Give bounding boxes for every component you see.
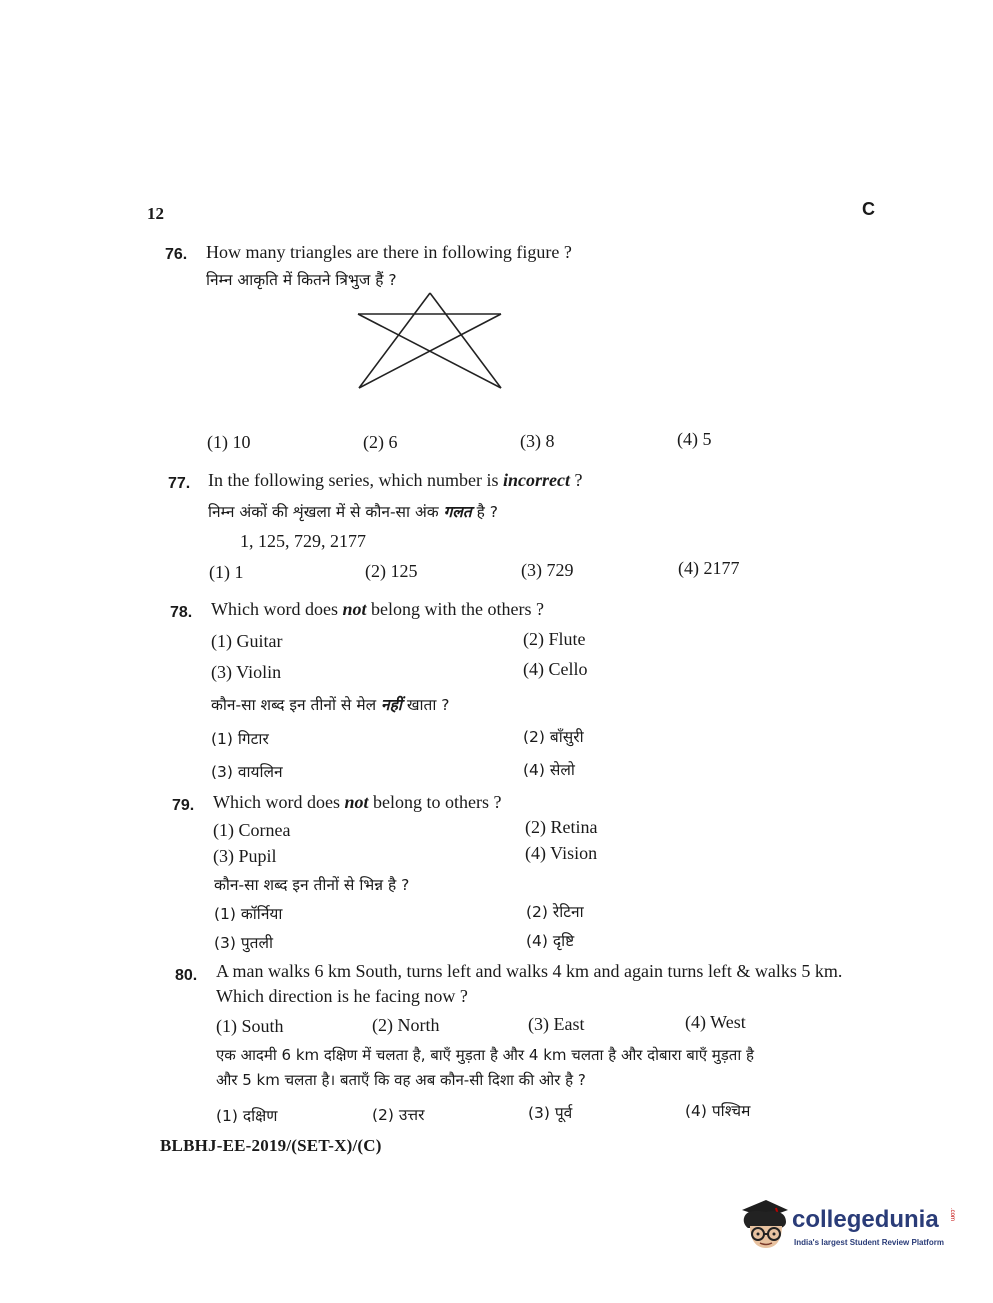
option-1: (1) 1 bbox=[209, 562, 244, 582]
hindi-option-3: (3) पूर्व bbox=[528, 1104, 573, 1122]
question-text-hi-line1: एक आदमी 6 km दक्षिण में चलता है, बाएँ मुड़ता है और 4 km चलता है और दोबारा बाएँ मुड़ता है bbox=[216, 1046, 754, 1064]
question-number: 77. bbox=[168, 475, 191, 492]
collegedunia-logo bbox=[736, 1194, 961, 1258]
option-2: (2) Flute bbox=[523, 629, 586, 649]
question-text-en: In the following series, which number is incorrect ? bbox=[208, 470, 583, 490]
logo-wordmark: collegedunia bbox=[792, 1206, 939, 1233]
option-4: (4) 5 bbox=[677, 429, 712, 449]
set-letter: C bbox=[862, 199, 875, 219]
option-1: (1) South bbox=[216, 1016, 284, 1036]
hindi-option-2: (2) बाँसुरी bbox=[523, 728, 584, 746]
hindi-option-1: (1) गिटार bbox=[211, 730, 269, 748]
star-figure bbox=[350, 290, 510, 394]
option-3: (3) 729 bbox=[521, 560, 574, 580]
question-number: 80. bbox=[175, 967, 198, 984]
question-number: 76. bbox=[165, 246, 188, 263]
paper-code: BLBHJ-EE-2019/(SET-X)/(C) bbox=[160, 1136, 382, 1155]
option-1: (1) Guitar bbox=[211, 631, 283, 651]
option-2: (2) 125 bbox=[365, 561, 418, 581]
option-1: (1) Cornea bbox=[213, 820, 291, 840]
logo-suffix: .com bbox=[949, 1208, 955, 1222]
question-number: 78. bbox=[170, 604, 193, 621]
question-text-hi-line2: और 5 km चलता है। बताएँ कि वह अब कौन-सी दिशा की ओर है ? bbox=[216, 1071, 586, 1089]
number-series: 1, 125, 729, 2177 bbox=[240, 531, 366, 551]
question-text-en: How many triangles are there in following figure ? bbox=[206, 242, 572, 262]
option-4: (4) 2177 bbox=[678, 558, 740, 578]
hindi-option-3: (3) पुतली bbox=[214, 934, 274, 952]
question-text-en: Which word does not belong with the others ? bbox=[211, 599, 544, 619]
question-text-hi: निम्न अंकों की शृंखला में से कौन-सा अंक गलत है ? bbox=[208, 503, 499, 521]
page-number: 12 bbox=[147, 204, 164, 223]
question-number: 79. bbox=[172, 797, 195, 814]
hindi-option-4: (4) दृष्टि bbox=[526, 932, 575, 950]
hindi-option-1: (1) कॉर्निया bbox=[214, 905, 283, 923]
option-2: (2) 6 bbox=[363, 432, 398, 452]
option-3: (3) Violin bbox=[211, 662, 282, 682]
option-3: (3) 8 bbox=[520, 431, 555, 451]
hindi-option-3: (3) वायलिन bbox=[211, 763, 283, 781]
option-2: (2) North bbox=[372, 1015, 440, 1035]
question-text-en-line2: Which direction is he facing now ? bbox=[216, 986, 468, 1006]
star-edge bbox=[430, 293, 501, 388]
option-2: (2) Retina bbox=[525, 817, 598, 837]
question-text-en-line1: A man walks 6 km South, turns left and walks 4 km and again turns left & walks 5 km. bbox=[216, 961, 843, 981]
mascot-icon bbox=[736, 1196, 792, 1254]
option-1: (1) 10 bbox=[207, 432, 251, 452]
hindi-option-4: (4) सेलो bbox=[523, 761, 575, 779]
logo-tagline: India's largest Student Review Platform bbox=[794, 1238, 944, 1247]
question-text-hi: निम्न आकृति में कितने त्रिभुज हैं ? bbox=[206, 271, 397, 289]
question-text-en: Which word does not belong to others ? bbox=[213, 792, 502, 812]
option-3: (3) Pupil bbox=[213, 846, 277, 866]
question-text-hi: कौन-सा शब्द इन तीनों से भिन्न है ? bbox=[214, 876, 410, 894]
star-edge bbox=[359, 293, 430, 388]
option-4: (4) West bbox=[685, 1012, 746, 1032]
option-4: (4) Cello bbox=[523, 659, 588, 679]
option-3: (3) East bbox=[528, 1014, 585, 1034]
hindi-option-2: (2) रेटिना bbox=[526, 903, 584, 921]
option-4: (4) Vision bbox=[525, 843, 598, 863]
hindi-option-4: (4) पश्चिम bbox=[685, 1102, 751, 1120]
question-text-hi: कौन-सा शब्द इन तीनों से मेल नहीं खाता ? bbox=[211, 696, 450, 714]
hindi-option-2: (2) उत्तर bbox=[372, 1106, 425, 1124]
hindi-option-1: (1) दक्षिण bbox=[216, 1107, 278, 1125]
